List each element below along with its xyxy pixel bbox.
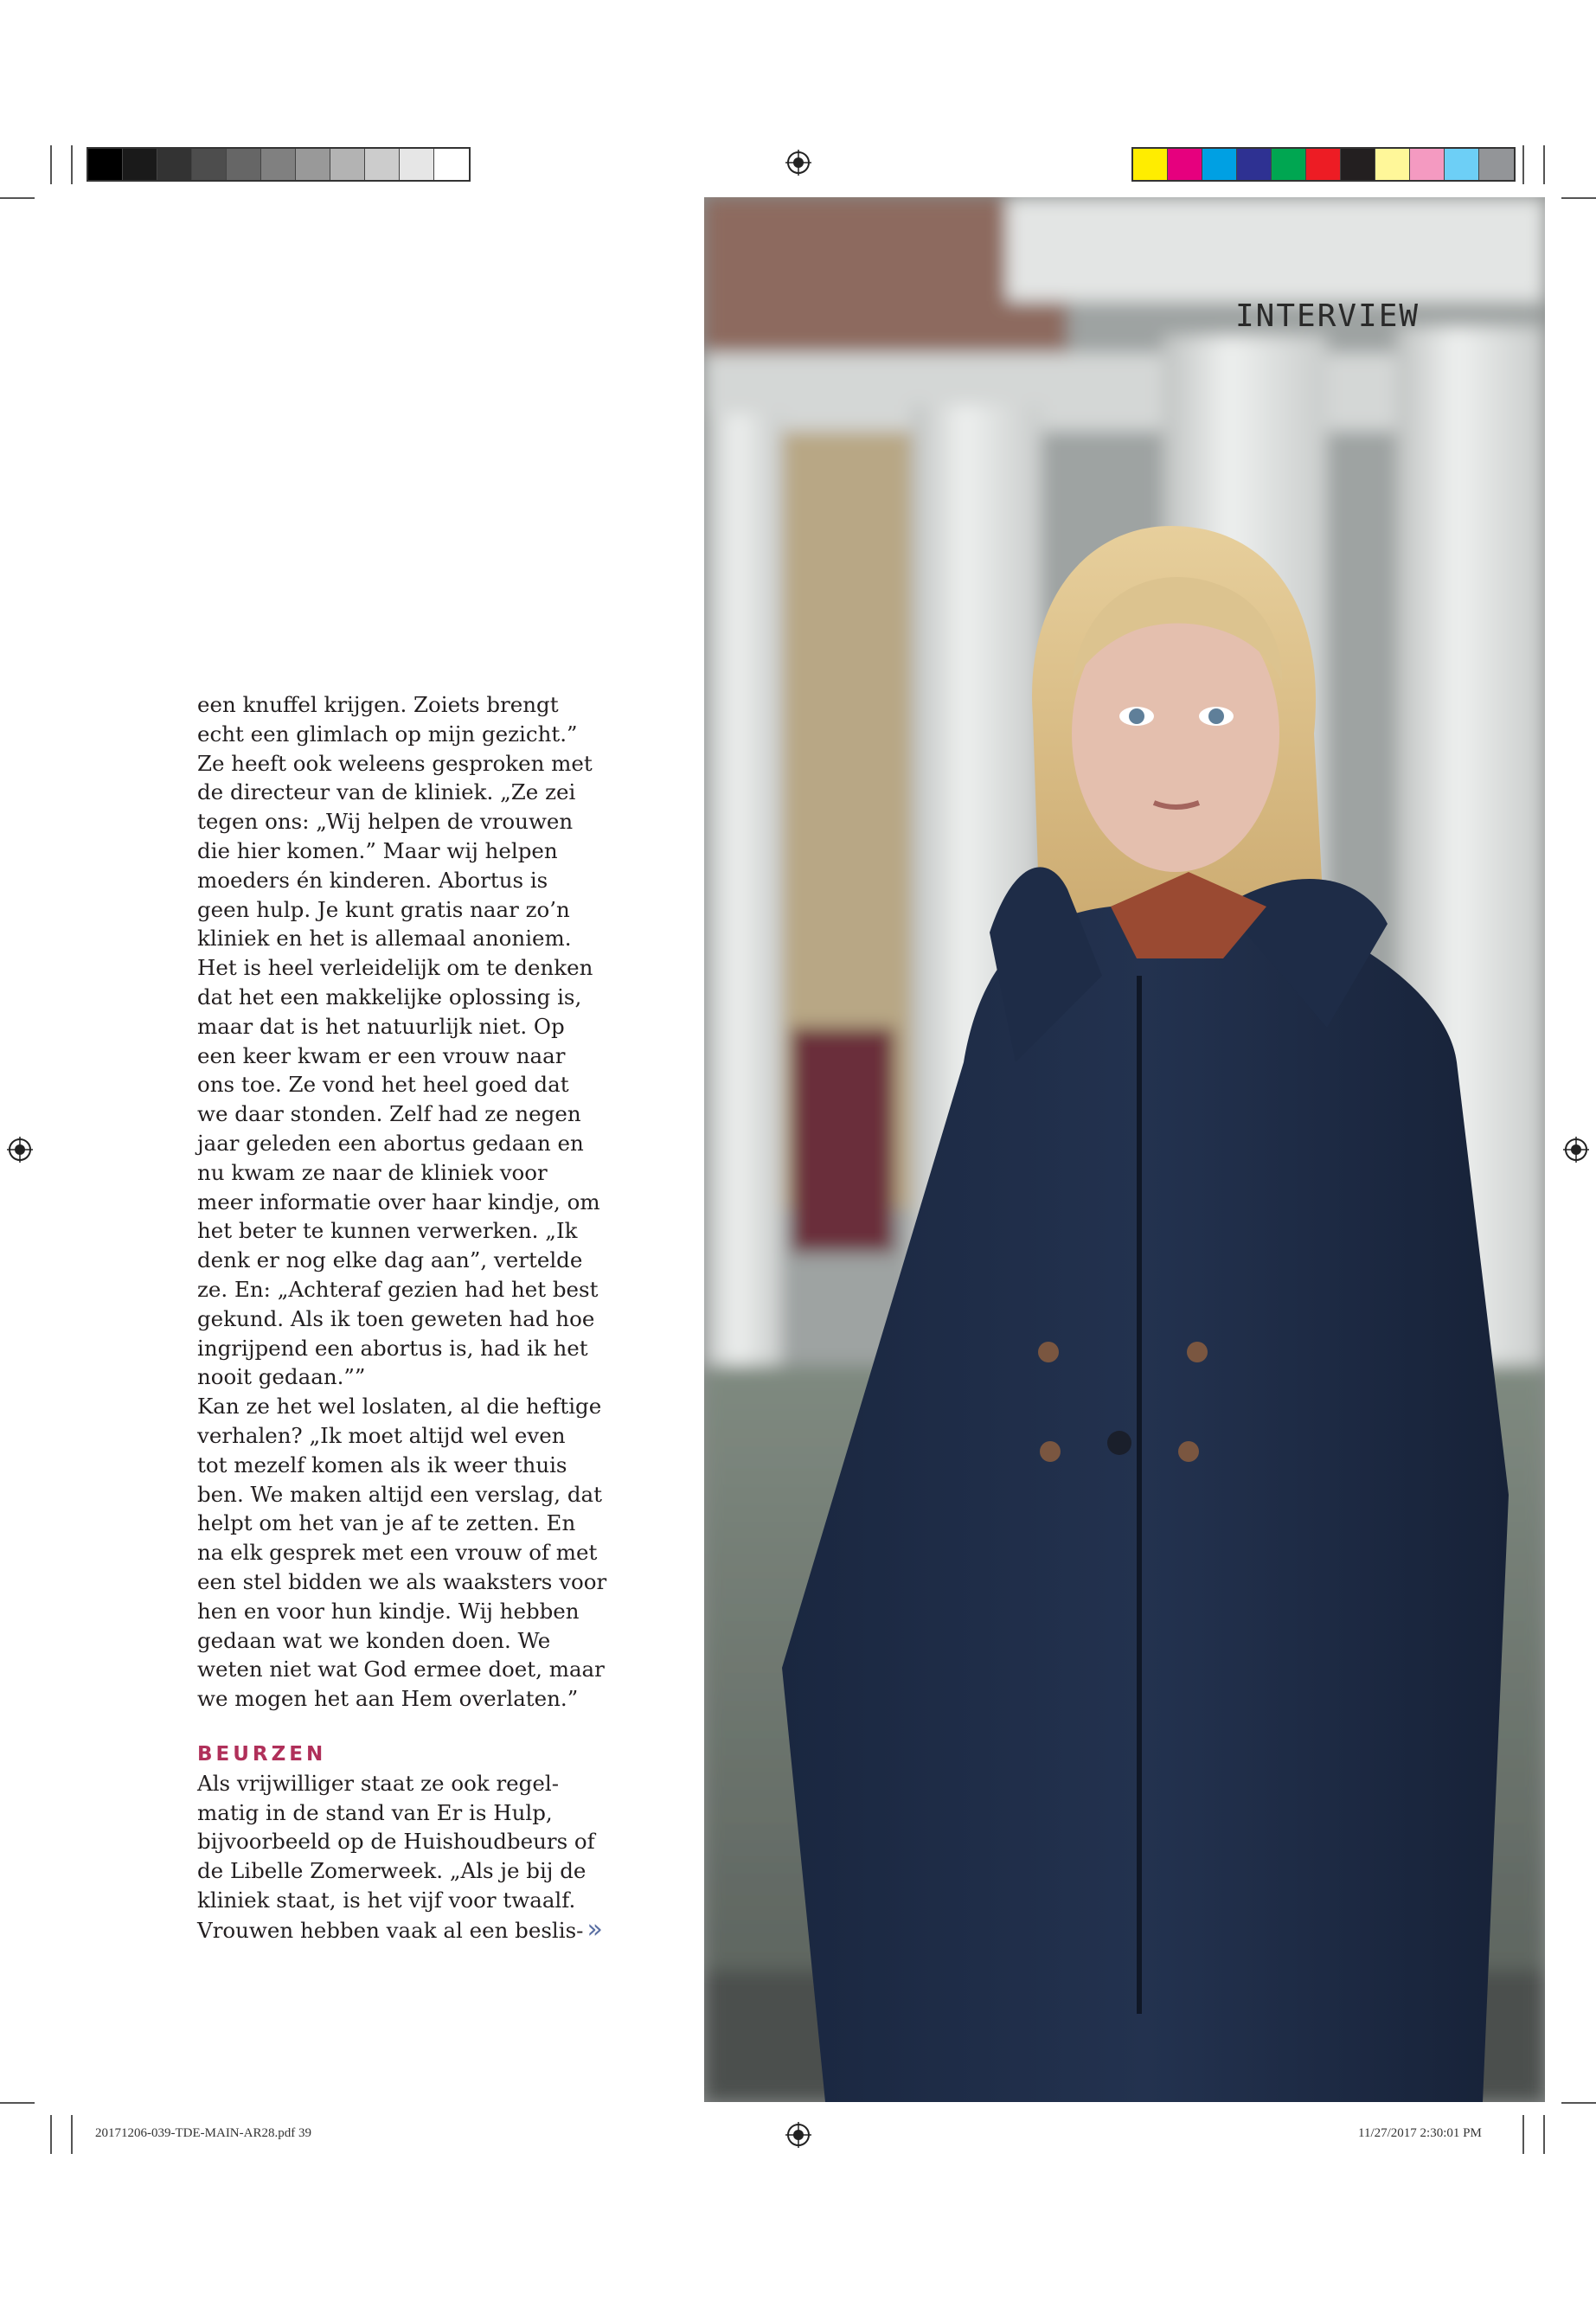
text-line: nu kwam ze naar de kliniek voor: [197, 1159, 548, 1185]
text-line: we daar stonden. Zelf had ze negen: [197, 1101, 581, 1127]
paragraph-block: [197, 1769, 603, 1945]
color-swatch: [123, 149, 157, 180]
crop-mark: [1543, 145, 1545, 184]
color-swatch: [330, 149, 365, 180]
text-line: tegen ons: „Wij helpen de vrouwen: [197, 809, 574, 835]
text-line: het beter te kunnen verwerken. „Ik: [197, 1218, 578, 1244]
color-swatch: [365, 149, 400, 180]
text-line: Het is heel verleidelijk om te denken: [197, 955, 593, 981]
text-line: Ze heeft ook weleens gesproken met: [197, 750, 593, 776]
section-label: INTERVIEW: [1235, 298, 1420, 334]
color-swatch: [1306, 149, 1341, 180]
color-swatch: [1237, 149, 1272, 180]
gray-scale-bar: [87, 147, 471, 182]
crop-mark: [0, 197, 35, 199]
text-line: ingrijpend een abortus is, had ik het: [197, 1335, 588, 1361]
text-line: jaar geleden een abortus gedaan en: [197, 1130, 584, 1156]
color-swatch: [261, 149, 296, 180]
crop-mark: [1561, 197, 1596, 199]
color-swatch: [1445, 149, 1479, 180]
slug-right: 11/27/2017 2:30:01 PM: [1358, 2126, 1482, 2140]
crop-mark: [71, 2115, 73, 2154]
color-swatch: [1410, 149, 1445, 180]
text-line: nooit gedaan.””: [197, 1364, 366, 1390]
color-swatch: [157, 149, 192, 180]
article-body: [197, 690, 607, 1945]
text-line: bijvoorbeeld op de Huishoudbeurs of: [197, 1829, 595, 1855]
text-line: dat het een makkelijke oplossing is,: [197, 984, 582, 1009]
text-line: denk er nog elke dag aan”, vertelde: [197, 1247, 583, 1273]
slug-left: 20171206-039-TDE-MAIN-AR28.pdf 39: [95, 2126, 311, 2140]
crop-mark: [1522, 2115, 1524, 2154]
paragraph-block: [197, 690, 607, 1714]
text-line: tot mezelf komen als ik weer thuis: [197, 1452, 567, 1477]
text-line: verhalen? „Ik moet altijd wel even: [197, 1422, 566, 1448]
text-line: gekund. Als ik toen geweten had hoe: [197, 1305, 595, 1331]
text-line: een keer kwam er een vrouw naar: [197, 1042, 566, 1068]
color-swatch: [1375, 149, 1410, 180]
crop-mark: [1522, 145, 1524, 184]
text-line: de directeur van de kliniek. „Ze zei: [197, 779, 576, 805]
crop-mark: [50, 145, 52, 184]
text-line: ons toe. Ze vond het heel goed dat: [197, 1072, 569, 1098]
registration-mark-icon: [785, 150, 811, 176]
text-line: hen en voor hun kindje. Wij hebben: [197, 1598, 580, 1624]
color-swatch: [1202, 149, 1237, 180]
continue-arrow-icon: »: [586, 1913, 603, 1945]
text-line: helpt om het van je af te zetten. En: [197, 1510, 576, 1536]
text-line: de Libelle Zomerweek. „Als je bij de: [197, 1858, 586, 1884]
crop-mark: [50, 2115, 52, 2154]
text-line: kliniek en het is allemaal anoniem.: [197, 926, 572, 952]
text-line: na elk gesprek met een vrouw of met: [197, 1540, 598, 1566]
color-swatch: [88, 149, 123, 180]
text-line: die hier komen.” Maar wij helpen: [197, 837, 558, 863]
text-line: maar dat is het natuurlijk niet. Op: [197, 1013, 565, 1039]
subheading: BEURZEN: [197, 1742, 327, 1766]
color-swatch: [1341, 149, 1375, 180]
color-swatch: [227, 149, 261, 180]
text-line: weten niet wat God ermee doet, maar: [197, 1657, 605, 1682]
text-line: een knuffel krijgen. Zoiets brengt: [197, 692, 559, 717]
text-line: meer informatie over haar kindje, om: [197, 1189, 600, 1215]
color-swatch: [434, 149, 469, 180]
crop-mark: [1543, 2115, 1545, 2154]
text-line: gedaan wat we konden doen. We: [197, 1627, 551, 1653]
portrait-photo: [704, 197, 1545, 2102]
registration-mark-icon: [785, 2122, 811, 2148]
color-swatch: [1272, 149, 1306, 180]
text-line: geen hulp. Je kunt gratis naar zo’n: [197, 896, 570, 922]
color-swatch: [1168, 149, 1202, 180]
text-line: ze. En: „Achteraf gezien had het best: [197, 1276, 599, 1302]
text-line: matig in de stand van Er is Hulp,: [197, 1799, 553, 1825]
text-line: moeders én kinderen. Abortus is: [197, 867, 548, 893]
text-line: Vrouwen hebben vaak al een beslis- »: [197, 1913, 603, 1945]
registration-mark-icon: [7, 1137, 33, 1163]
text-line: Kan ze het wel loslaten, al die heftige: [197, 1394, 602, 1420]
color-swatch: [192, 149, 227, 180]
registration-mark-icon: [1563, 1137, 1589, 1163]
text-line: een stel bidden we als waaksters voor: [197, 1568, 607, 1594]
text-line: echt een glimlach op mijn gezicht.”: [197, 721, 578, 747]
color-swatch: [1479, 149, 1514, 180]
text-line: ben. We maken altijd een verslag, dat: [197, 1481, 602, 1507]
crop-mark: [0, 2102, 35, 2104]
crop-mark: [1561, 2102, 1596, 2104]
crop-mark: [71, 145, 73, 184]
color-swatch: [296, 149, 330, 180]
color-control-bar: [1131, 147, 1516, 182]
color-swatch: [400, 149, 434, 180]
text-line: Als vrijwilliger staat ze ook regel-: [197, 1770, 559, 1796]
color-swatch: [1133, 149, 1168, 180]
text-line: we mogen het aan Hem overlaten.”: [197, 1686, 579, 1712]
text-line: kliniek staat, is het vijf voor twaalf.: [197, 1888, 576, 1913]
